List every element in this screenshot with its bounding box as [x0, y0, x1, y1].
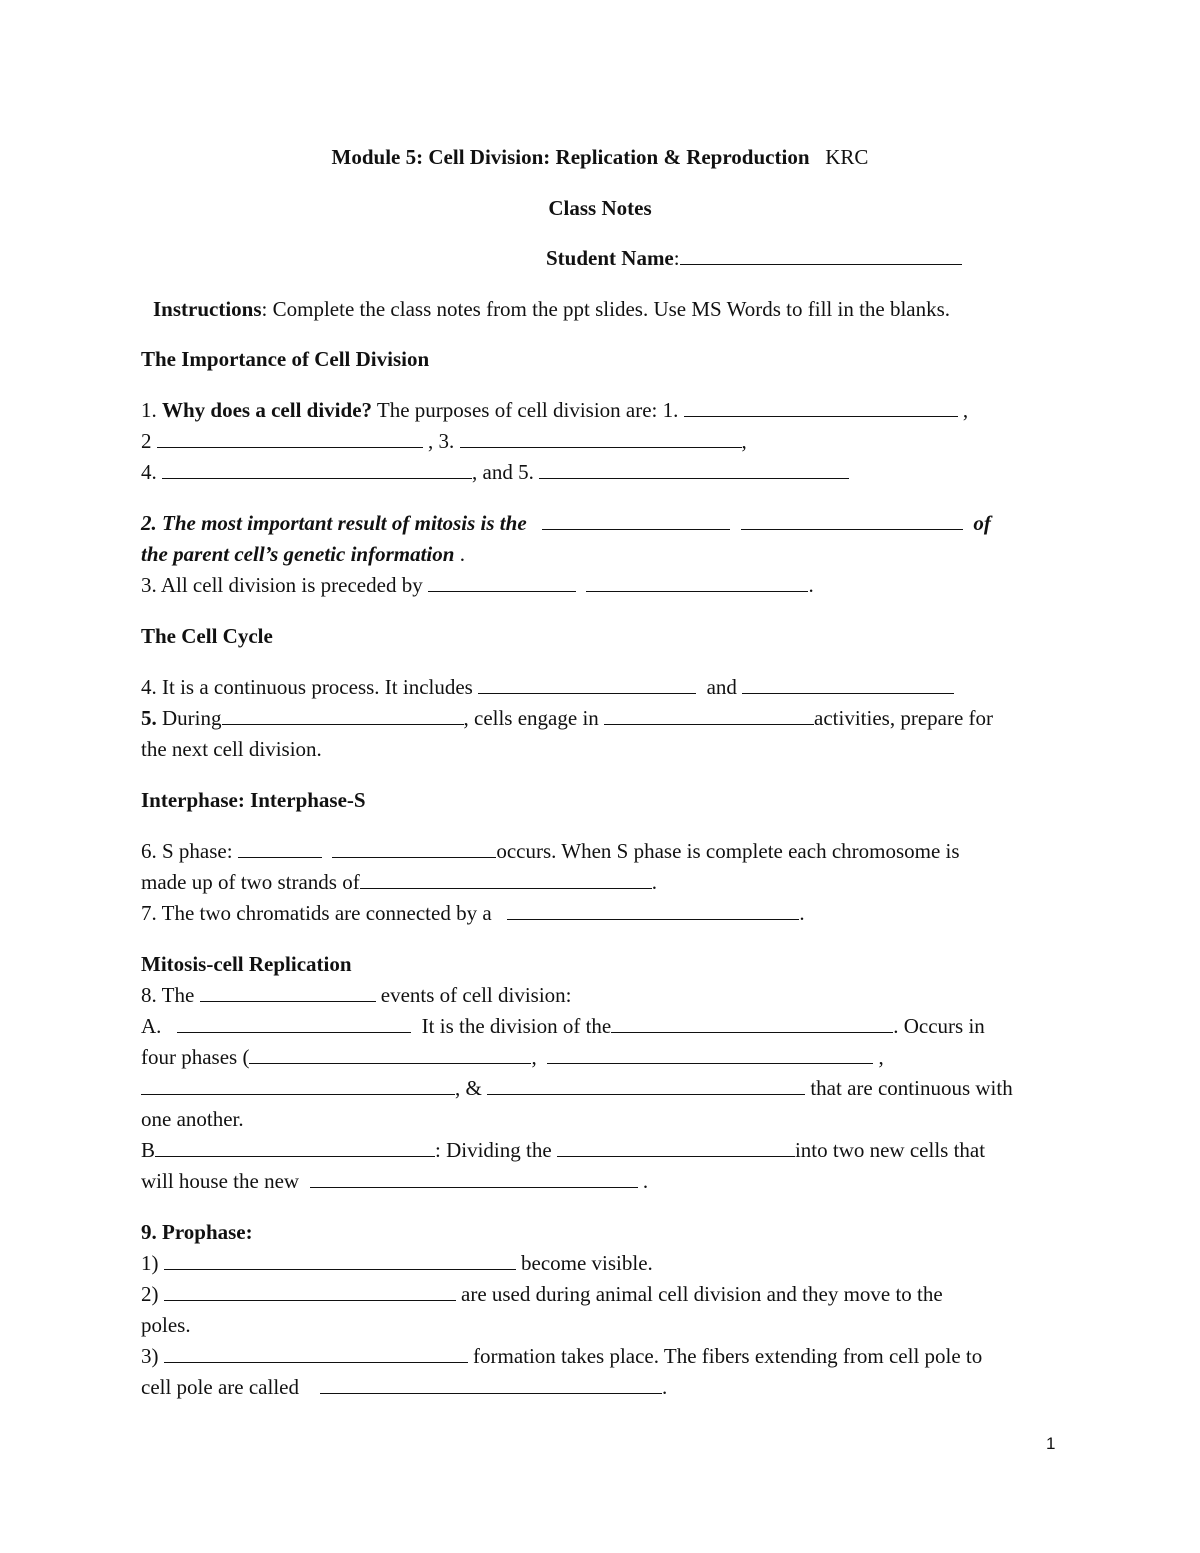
prophase-item-2-cont: poles. — [141, 1313, 191, 1337]
blank[interactable] — [611, 1012, 893, 1033]
blank[interactable] — [487, 1074, 805, 1095]
question-1-line-3: 4. , and 5. — [141, 458, 1061, 486]
blank[interactable] — [177, 1012, 411, 1033]
blank[interactable] — [478, 673, 696, 694]
question-2-line-1: 2. The most important result of mitosis is the of — [141, 511, 991, 535]
question-8-line-2: A. It is the division of the . Occurs in — [141, 1014, 985, 1038]
question-6-line-2: made up of two strands of . — [141, 870, 657, 894]
blank[interactable] — [507, 899, 799, 920]
question-1-line-1: 1. Why does a cell divide? The purposes of cell division are: 1. , — [141, 398, 969, 422]
blank[interactable] — [604, 704, 814, 725]
question-7: 7. The two chromatids are connected by a . — [141, 901, 805, 925]
blank[interactable] — [164, 1342, 468, 1363]
page-number: 1 — [1046, 1434, 1056, 1453]
document-title: Module 5: Cell Division: Replication & Reproduction — [331, 145, 810, 169]
question-5-line-2: the next cell division. — [141, 737, 322, 761]
blank[interactable] — [222, 704, 464, 725]
instructions-label: Instructions — [153, 297, 262, 321]
section-heading-mitosis: Mitosis-cell Replication — [141, 952, 352, 976]
instructions — [153, 295, 1073, 323]
student-name-label: Student Name — [546, 246, 674, 270]
blank[interactable] — [164, 1280, 456, 1301]
student-name-blank[interactable] — [680, 244, 962, 265]
blank[interactable] — [428, 571, 576, 592]
prophase-item-3-cont: cell pole are called . — [141, 1375, 668, 1399]
instructions-text: : Complete the class notes from the ppt slides. Use MS Words to fill in the blanks. — [261, 297, 951, 321]
blank[interactable] — [238, 837, 322, 858]
question-8-line-1: 8. The events of cell division: — [141, 983, 572, 1007]
question-8-line-4: , & that are continuous with — [141, 1074, 1061, 1102]
blank[interactable] — [155, 1136, 435, 1157]
section-heading-interphase: Interphase: Interphase-S — [141, 788, 366, 812]
blank[interactable] — [164, 1249, 516, 1270]
blank[interactable] — [542, 509, 730, 530]
author-initials: KRC — [825, 145, 869, 169]
blank[interactable] — [162, 458, 472, 479]
question-8-line-6: B : Dividing the into two new cells that — [141, 1138, 986, 1162]
blank[interactable] — [460, 427, 742, 448]
blank[interactable] — [741, 509, 963, 530]
student-name-line: Student Name: — [546, 244, 1200, 272]
blank[interactable] — [742, 673, 954, 694]
section-heading-cell-cycle: The Cell Cycle — [141, 624, 273, 648]
prophase-item-3: 3) formation takes place. The fibers extending from cell pole to — [141, 1344, 983, 1368]
prophase-item-2: 2) are used during animal cell division and they move to the — [141, 1282, 943, 1306]
blank[interactable] — [141, 1074, 455, 1095]
question-5-line-1: 5. During , cells engage in activities, prepare for — [141, 706, 994, 730]
blank[interactable] — [310, 1167, 638, 1188]
question-8-line-7: will house the new . — [141, 1169, 649, 1193]
blank[interactable] — [684, 396, 958, 417]
blank[interactable] — [249, 1043, 531, 1064]
blank[interactable] — [539, 458, 849, 479]
blank[interactable] — [157, 427, 423, 448]
blank[interactable] — [332, 837, 496, 858]
blank[interactable] — [320, 1373, 662, 1394]
section-heading-prophase: 9. Prophase: — [141, 1220, 253, 1244]
document-subtitle: Class Notes — [548, 196, 652, 220]
blank[interactable] — [200, 981, 376, 1002]
blank[interactable] — [360, 868, 652, 889]
question-1-line-2: 2 , 3. , — [141, 429, 747, 453]
question-4: 4. It is a continuous process. It includes and — [141, 673, 1061, 701]
question-3: 3. All cell division is preceded by . — [141, 573, 814, 597]
question-8-line-5: one another. — [141, 1107, 244, 1131]
blank[interactable] — [547, 1043, 873, 1064]
blank[interactable] — [586, 571, 808, 592]
section-heading-importance: The Importance of Cell Division — [141, 347, 430, 371]
question-2-line-2: the parent cell’s genetic information . — [141, 542, 465, 566]
blank[interactable] — [557, 1136, 795, 1157]
question-6-line-1: 6. S phase: occurs. When S phase is complete each chromosome is — [141, 839, 960, 863]
document-title-line — [0, 143, 1200, 171]
prophase-item-1: 1) become visible. — [141, 1251, 653, 1275]
question-8-line-3: four phases ( , , — [141, 1045, 884, 1069]
